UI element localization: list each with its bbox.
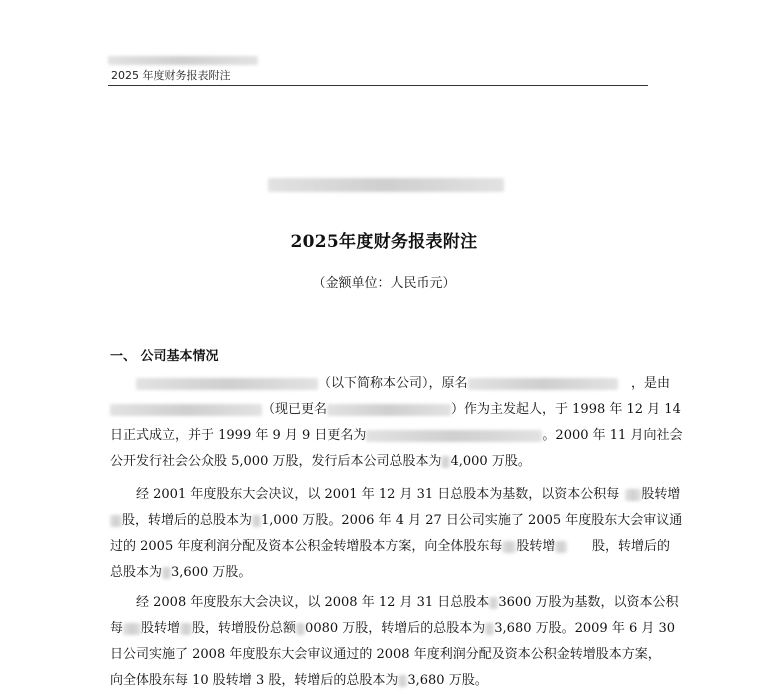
redacted-digit: [123, 623, 141, 635]
text-segment: [110, 397, 451, 423]
paragraph-2008-share-conversion: [110, 590, 679, 694]
text-fragment: 0080 万股，转增后的总股本为: [305, 621, 486, 636]
text-line: [110, 534, 670, 560]
text-fragment: 日公司实施了 2008 年度股东大会审议通过的 2008 年度利润分配及资本公积金转增股本方案，: [110, 647, 661, 662]
text-fragment: 3,680 万股。2009 年 6 月 30: [494, 621, 676, 636]
redacted-header-company: [108, 56, 258, 65]
text-fragment: 日正式成立，并于 1999 年 9 月 9 日更名为: [110, 428, 367, 443]
text-fragment: 3,680 万股。: [407, 673, 488, 688]
text-fragment: 股，转增后的总股本为: [122, 513, 253, 528]
redacted-digit: [252, 515, 261, 527]
text-line: [110, 423, 683, 449]
section-heading-company-overview: 一、 公司基本情况: [110, 349, 219, 364]
text-fragment: 每: [110, 621, 124, 636]
text-fragment: （以下简称本公司），原名: [318, 376, 468, 391]
text-fragment: 3,600 万股。: [171, 565, 252, 580]
text-line: [110, 590, 679, 616]
redacted-digit: [489, 597, 498, 609]
text-fragment: 总股本为: [110, 565, 163, 580]
text-line: [110, 616, 676, 642]
redacted-company-name: [136, 378, 318, 390]
text-fragment: ，是由: [630, 376, 670, 391]
redacted-digit: [441, 456, 450, 468]
redacted-digit: [502, 541, 516, 553]
text-segment: [110, 616, 494, 642]
text-segment: [110, 371, 618, 397]
text-line: [110, 668, 670, 694]
running-header: 2025 年度财务报表附注: [111, 69, 231, 82]
text-line: [110, 371, 670, 397]
redacted-digit: [162, 567, 171, 579]
paragraph-2001-share-conversion: [110, 482, 683, 586]
text-line: [110, 449, 670, 475]
text-fragment: 股，转增股份总额: [192, 621, 297, 636]
text-line: [110, 508, 683, 534]
text-fragment: ）作为主发起人，于 1998 年 12 月 14: [451, 402, 681, 417]
redacted-company-name-title: [268, 178, 504, 192]
text-segment: [110, 534, 567, 560]
redacted-new-company-name: [366, 430, 542, 442]
text-fragment: 股转增: [141, 621, 181, 636]
header-divider: [108, 85, 648, 86]
text-fragment: 股，转增后的: [591, 539, 670, 554]
redacted-digit: [296, 623, 305, 635]
redacted-digit: [110, 515, 122, 527]
text-fragment: （现已更名: [262, 402, 328, 417]
text-line: [110, 397, 681, 423]
text-fragment: 4,000 万股。: [450, 454, 531, 469]
redacted-digit: [485, 623, 494, 635]
text-fragment: 1,000 万股。2006 年 4 月 27 日公司实施了 2005 年度股东大会审议通: [261, 513, 683, 528]
redacted-digit: [555, 541, 567, 553]
text-fragment: 股转增: [641, 487, 681, 502]
text-segment: [136, 590, 498, 616]
redacted-digit: [625, 489, 641, 501]
redacted-renamed-sponsor: [327, 404, 451, 416]
text-fragment: 向全体股东每 10 股转增 3 股，转增后的总股本为: [110, 673, 399, 688]
text-fragment: 3600 万股为基数，以资本公积: [498, 595, 679, 610]
redacted-former-name: [468, 378, 618, 390]
paragraph-company-history: [110, 371, 683, 475]
text-segment: [110, 508, 261, 534]
redacted-digit: [180, 623, 192, 635]
text-fragment: 经 2008 年度股东大会决议，以 2008 年 12 月 31 日总股本: [136, 595, 490, 610]
text-fragment: 经 2001 年度股东大会决议，以 2001 年 12 月 31 日总股本为基数，以资本公积每: [136, 487, 620, 502]
currency-unit-note: （金额单位：人民币元）: [312, 276, 456, 291]
redacted-sponsor-name: [110, 404, 262, 416]
text-line: [110, 482, 681, 508]
text-line: [110, 642, 670, 668]
text-fragment: 过的 2005 年度利润分配及资本公积金转增股本方案，向全体股东每: [110, 539, 503, 554]
text-segment: [110, 423, 542, 449]
redacted-digit: [398, 675, 407, 687]
text-line: [110, 560, 670, 586]
text-segment: [136, 482, 641, 508]
text-fragment: 股转增: [516, 539, 556, 554]
text-fragment: 。2000 年 11 月向社会: [542, 428, 683, 443]
text-fragment: 公开发行社会公众股 5,000 万股，发行后本公司总股本为: [110, 454, 442, 469]
document-title: 2025年度财务报表附注: [290, 232, 478, 252]
